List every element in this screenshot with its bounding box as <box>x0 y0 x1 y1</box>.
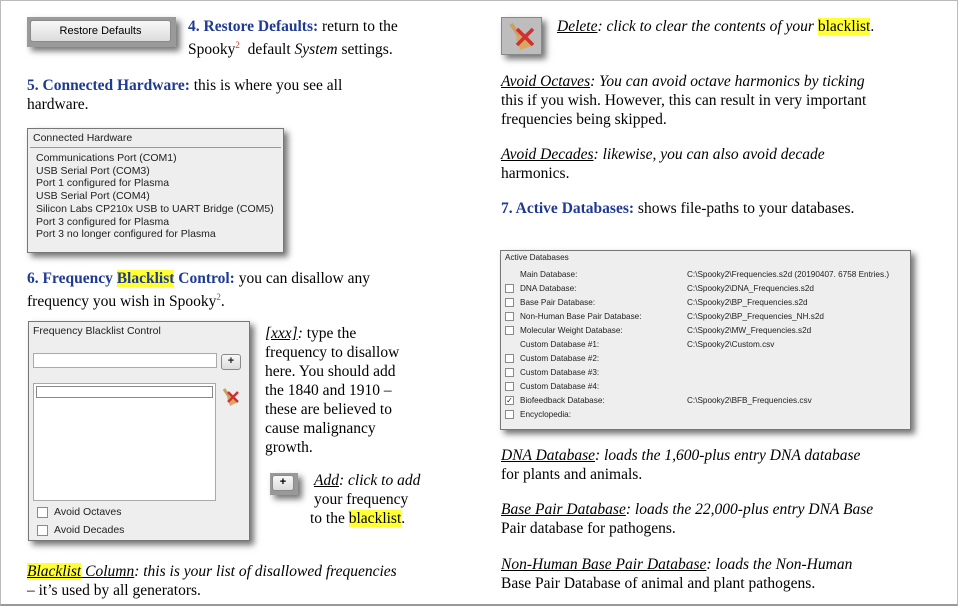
add-frequency-button[interactable]: + <box>221 354 241 370</box>
database-checkbox[interactable] <box>505 410 514 419</box>
database-row[interactable] <box>505 408 907 422</box>
database-name <box>505 282 576 296</box>
restore-defaults-button[interactable]: Restore Defaults <box>30 20 171 42</box>
database-name <box>505 366 599 380</box>
restore-defaults-screenshot <box>27 17 176 47</box>
database-name <box>505 352 599 366</box>
database-row[interactable] <box>505 352 907 366</box>
delete-label: Delete <box>557 18 598 35</box>
hardware-item[interactable]: Port 3 no longer configured for Plasma <box>36 228 216 241</box>
blacklist-column[interactable] <box>33 383 216 501</box>
non-human-base-pair-description: Non-Human Base Pair Database: loads the Non-Human Base Pair Database of animal and plant pathogens. <box>501 556 853 592</box>
connected-hardware-description: 5. Connected Hardware: this is where you see all hardware. <box>27 77 343 113</box>
database-label: Custom Database #2: <box>520 354 600 363</box>
database-name <box>505 310 642 324</box>
checkbox-box[interactable] <box>37 525 48 536</box>
add-button[interactable]: + <box>272 475 294 491</box>
frequency-input[interactable] <box>33 353 217 368</box>
database-name <box>505 324 623 338</box>
database-path: C:\Spooky2\BP_Frequencies.s2d <box>687 298 808 307</box>
database-path: C:\Spooky2\BFB_Frequencies.csv <box>687 396 812 405</box>
frequency-blacklist-control-panel <box>28 321 250 541</box>
restore-defaults-description: 4. Restore Defaults: return to the Spooky$^2$ default System settings. <box>188 18 398 59</box>
active-databases-heading: 7. Active Databases: <box>501 200 635 217</box>
database-checkbox-checked[interactable]: ✓ <box>506 396 513 406</box>
active-databases-panel <box>500 250 911 430</box>
avoid-decades-checkbox[interactable]: Avoid Decades <box>37 524 124 536</box>
connected-hardware-panel-title: Connected Hardware <box>33 132 133 144</box>
database-label: Biofeedback Database: <box>520 396 605 405</box>
delete-description: Delete: click to clear the contents of your blacklist. <box>557 18 875 35</box>
database-row[interactable] <box>505 394 907 408</box>
connected-hardware-heading: 5. Connected Hardware: <box>27 77 190 94</box>
hardware-item[interactable]: USB Serial Port (COM4) <box>36 190 150 203</box>
active-databases-panel-title: Active Databases <box>505 253 569 262</box>
xxx-description: [xxx]: type the frequency to disallow here. You should add the 1840 and 1910 – these are believed to cause malignancy growth. <box>265 325 400 456</box>
database-checkbox[interactable] <box>505 354 514 363</box>
database-checkbox[interactable] <box>505 368 514 377</box>
database-path: C:\Spooky2\DNA_Frequencies.s2d <box>687 284 814 293</box>
hardware-item[interactable]: Port 3 configured for Plasma <box>36 215 170 228</box>
database-row[interactable] <box>505 268 907 282</box>
database-label: Custom Database #1: <box>520 340 600 349</box>
database-label: DNA Database: <box>520 284 577 293</box>
hardware-item[interactable]: Communications Port (COM1) <box>36 152 177 164</box>
database-checkbox[interactable] <box>505 284 514 293</box>
hardware-item[interactable]: Port 1 configured for Plasma <box>36 177 170 190</box>
delete-blacklist-button[interactable] <box>219 386 241 408</box>
active-databases-description: 7. Active Databases: shows file-paths to your databases. <box>501 200 855 217</box>
database-name <box>505 380 599 394</box>
database-row[interactable] <box>505 324 907 338</box>
database-checkbox[interactable] <box>505 298 514 307</box>
blacklist-control-description: 6. Frequency Blacklist Control: you can disallow any frequency you wish in Spooky$^2$. <box>27 270 370 311</box>
database-path: C:\Spooky2\MW_Frequencies.s2d <box>687 326 812 335</box>
connected-hardware-list[interactable] <box>36 152 274 241</box>
database-row[interactable] <box>505 296 907 310</box>
database-name <box>505 408 571 422</box>
database-name <box>505 296 595 310</box>
non-human-base-pair-label: Non-Human Base Pair Database <box>501 556 707 573</box>
database-row[interactable] <box>505 338 907 352</box>
database-label: Non-Human Base Pair Database: <box>520 312 642 321</box>
delete-button-screenshot <box>501 17 542 55</box>
connected-hardware-panel <box>27 128 284 253</box>
database-label: Base Pair Database: <box>520 298 596 307</box>
database-row[interactable] <box>505 380 907 394</box>
database-label: Molecular Weight Database: <box>520 326 623 335</box>
blacklist-first-entry[interactable] <box>36 386 213 398</box>
checkbox-box[interactable] <box>37 507 48 518</box>
database-name <box>505 394 605 408</box>
hardware-item[interactable]: USB Serial Port (COM3) <box>36 164 150 177</box>
dna-database-label: DNA Database <box>501 447 596 464</box>
database-name <box>505 338 599 352</box>
database-checkbox[interactable] <box>505 382 514 391</box>
database-label: Main Database: <box>520 270 578 279</box>
avoid-octaves-checkbox[interactable]: Avoid Octaves <box>37 506 122 518</box>
database-checkbox[interactable] <box>505 312 514 321</box>
avoid-octaves-description: Avoid Octaves: You can avoid octave harmonics by ticking this if you wish. However, this can result in very important frequencies being skipped. <box>501 73 867 128</box>
panel-divider <box>30 147 281 148</box>
base-pair-label: Base Pair Database <box>501 501 626 518</box>
blacklist-panel-title: Frequency Blacklist Control <box>33 325 161 337</box>
database-path: C:\Spooky2\Custom.csv <box>687 340 775 349</box>
avoid-decades-description: Avoid Decades: likewise, you can also avoid decade harmonics. <box>501 146 825 182</box>
hardware-item[interactable]: Silicon Labs CP210x USB to UART Bridge (COM5) <box>36 202 274 215</box>
dna-database-description: DNA Database: loads the 1,600-plus entry DNA database for plants and animals. <box>501 447 861 483</box>
xxx-label: [xxx] <box>265 325 298 342</box>
add-button-screenshot <box>270 473 298 495</box>
database-path: C:\Spooky2\BP_Frequencies_NH.s2d <box>687 312 824 321</box>
database-name <box>505 268 577 282</box>
broom-delete-icon <box>219 386 241 408</box>
blacklist-column-label: Blacklist Column <box>27 563 135 580</box>
broom-delete-icon[interactable] <box>502 18 541 54</box>
database-checkbox[interactable] <box>505 326 514 335</box>
database-row[interactable] <box>505 366 907 380</box>
blacklist-control-heading: 6. Frequency Blacklist Control: <box>27 270 235 287</box>
restore-defaults-heading: 4. Restore Defaults: <box>188 18 319 35</box>
add-description: Add: click to add your frequency to the blacklist. <box>310 472 421 527</box>
database-label: Encyclopedia: <box>520 410 571 419</box>
blacklist-column-description: Blacklist Column: this is your list of disallowed frequencies – it’s used by all generators. <box>27 563 397 599</box>
database-path: C:\Spooky2\Frequencies.s2d (20190407. 6758 Entries.) <box>687 270 890 279</box>
database-row[interactable] <box>505 310 907 324</box>
base-pair-description: Base Pair Database: loads the 22,000-plus entry DNA Base Pair database for pathogens. <box>501 501 874 537</box>
database-label: Custom Database #4: <box>520 382 600 391</box>
avoid-octaves-label: Avoid Octaves <box>501 73 591 90</box>
database-row[interactable] <box>505 282 907 296</box>
avoid-decades-label: Avoid Decades <box>501 146 594 163</box>
add-label: Add <box>314 472 339 489</box>
database-label: Custom Database #3: <box>520 368 600 377</box>
